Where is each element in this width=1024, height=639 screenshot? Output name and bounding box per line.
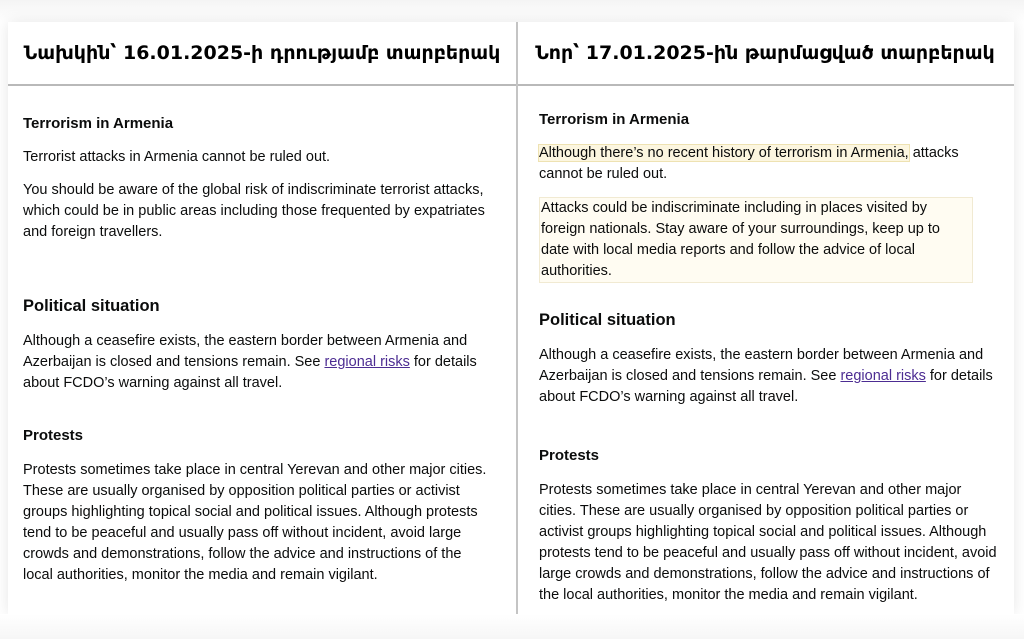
political-situation-heading: Political situation [539, 311, 676, 329]
terrorism-paragraph-1: Terrorist attacks in Armenia cannot be ruled out. [23, 149, 331, 165]
terrorism-heading: Terrorism in Armenia [23, 115, 174, 132]
column-divider [516, 22, 518, 614]
political-text-after: for details about FCDO’s warning against all travel. [539, 368, 993, 405]
old-version-title: Նախկին՝ 16.01.2025-ի դրությամբ տարբերակ [23, 42, 501, 64]
terrorism-paragraph-2: You should be aware of the global risk of indiscriminate terrorist attacks, which could be in public areas including those frequented by expatriates and foreign travellers. [23, 182, 485, 240]
terrorism-heading: Terrorism in Armenia [539, 111, 690, 128]
protests-heading: Protests [23, 427, 84, 444]
terrorism-paragraph-2: Attacks could be indiscriminate including in places visited by foreign nationals. Stay aware of your surroundings, keep up to date with local media reports and follow the advice of local authorities. [539, 197, 973, 283]
old-version-column [23, 86, 493, 586]
political-text-after: for details about FCDO’s warning against all travel. [23, 354, 477, 391]
changed-text-highlight: Although there’s no recent history of terrorism in Armenia, [539, 145, 909, 161]
political-text-before: Although a ceasefire exists, the eastern border between Armenia and Azerbaijan is closed and tensions remain. See [539, 347, 984, 384]
regional-risks-link[interactable]: regional risks [324, 354, 410, 370]
political-situation-paragraph [23, 331, 493, 394]
protests-paragraph: Protests sometimes take place in central Yerevan and other major cities. These are usually organised by opposition political parties or activist groups highlighting topical social and political issues. Although protests tend to be peaceful and usually pass off without incident, avoid large crowds and demonstrations, follow the advice and instructions of the local authorities, monitor the media and remain vigilant. [539, 482, 997, 603]
political-situation-paragraph [539, 345, 999, 408]
political-text-before: Although a ceasefire exists, the eastern border between Armenia and Azerbaijan is closed and tensions remain. See [23, 333, 468, 370]
protests-heading: Protests [539, 447, 600, 464]
political-situation-heading: Political situation [23, 297, 160, 315]
regional-risks-link[interactable]: regional risks [840, 368, 926, 384]
new-version-title: Նոր՝ 17.01.2025-ին թարմացված տարբերակ [535, 42, 995, 64]
terrorism-paragraph-1 [539, 143, 999, 185]
new-version-column [539, 86, 999, 606]
terrorism-paragraph-1-rest: attacks cannot be ruled out. [539, 145, 959, 182]
comparison-header [8, 22, 1014, 86]
bottom-fade [0, 614, 1024, 639]
top-fade [0, 0, 1024, 22]
protests-paragraph: Protests sometimes take place in central Yerevan and other major cities. These are usually organised by opposition political parties or activist groups highlighting topical social and political issues. Although protests tend to be peaceful and usually pass off without incident, avoid large crowds and demonstrations, follow the advice and instructions of the local authorities, monitor the media and remain vigilant. [23, 462, 487, 583]
